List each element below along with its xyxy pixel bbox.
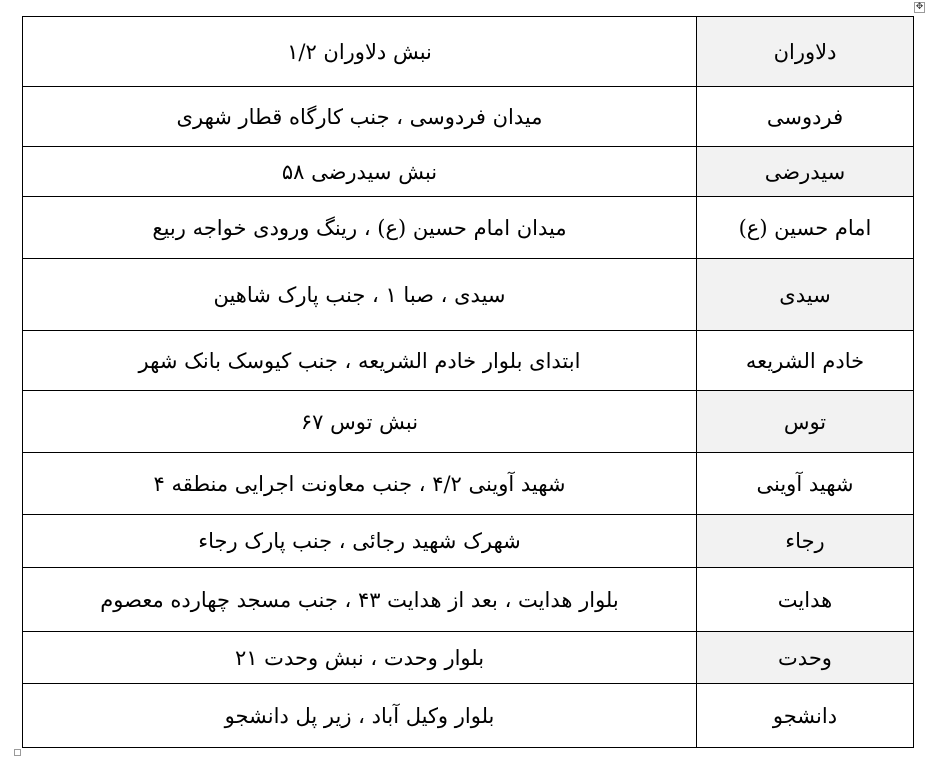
location-address-cell: نبش سیدرضی ۵۸: [23, 147, 697, 197]
location-name-cell: فردوسی: [697, 87, 914, 147]
location-address-cell: بلوار هدایت ، بعد از هدایت ۴۳ ، جنب مسجد چهارده معصوم: [23, 568, 697, 632]
table-resize-handle-icon[interactable]: [14, 749, 21, 756]
location-address-cell: بلوار وکیل آباد ، زیر پل دانشجو: [23, 684, 697, 748]
location-name-cell: دانشجو: [697, 684, 914, 748]
location-address-cell: شهید آوینی ۴/۲ ، جنب معاونت اجرایی منطقه ۴: [23, 453, 697, 515]
table-row: [23, 197, 914, 259]
address-table: [22, 16, 914, 748]
table-row: [23, 515, 914, 568]
location-name-cell: امام حسین (ع): [697, 197, 914, 259]
table-row: [23, 453, 914, 515]
location-name-cell: دلاوران: [697, 17, 914, 87]
table-row: [23, 259, 914, 331]
location-address-cell: ابتدای بلوار خادم الشریعه ، جنب کیوسک بانک شهر: [23, 331, 697, 391]
table-row: [23, 17, 914, 87]
table-row: [23, 331, 914, 391]
table-row: [23, 87, 914, 147]
location-name-cell: سیدی: [697, 259, 914, 331]
table-row: [23, 147, 914, 197]
location-address-cell: میدان امام حسین (ع) ، رینگ ورودی خواجه ربیع: [23, 197, 697, 259]
location-address-cell: شهرک شهید رجائی ، جنب پارک رجاء: [23, 515, 697, 568]
location-name-cell: خادم الشریعه: [697, 331, 914, 391]
location-address-cell: نبش توس ۶۷: [23, 391, 697, 453]
location-address-cell: نبش دلاوران ۱/۲: [23, 17, 697, 87]
location-name-cell: سیدرضی: [697, 147, 914, 197]
table-row: [23, 684, 914, 748]
location-name-cell: وحدت: [697, 632, 914, 684]
location-name-cell: شهید آوینی: [697, 453, 914, 515]
table-row: [23, 632, 914, 684]
location-address-cell: سیدی ، صبا ۱ ، جنب پارک شاهین: [23, 259, 697, 331]
location-name-cell: توس: [697, 391, 914, 453]
location-address-cell: میدان فردوسی ، جنب کارگاه قطار شهری: [23, 87, 697, 147]
table-row: [23, 568, 914, 632]
location-name-cell: رجاء: [697, 515, 914, 568]
location-address-cell: بلوار وحدت ، نبش وحدت ۲۱: [23, 632, 697, 684]
table-move-handle-icon[interactable]: ✥: [915, 2, 924, 12]
location-name-cell: هدایت: [697, 568, 914, 632]
table-row: [23, 391, 914, 453]
